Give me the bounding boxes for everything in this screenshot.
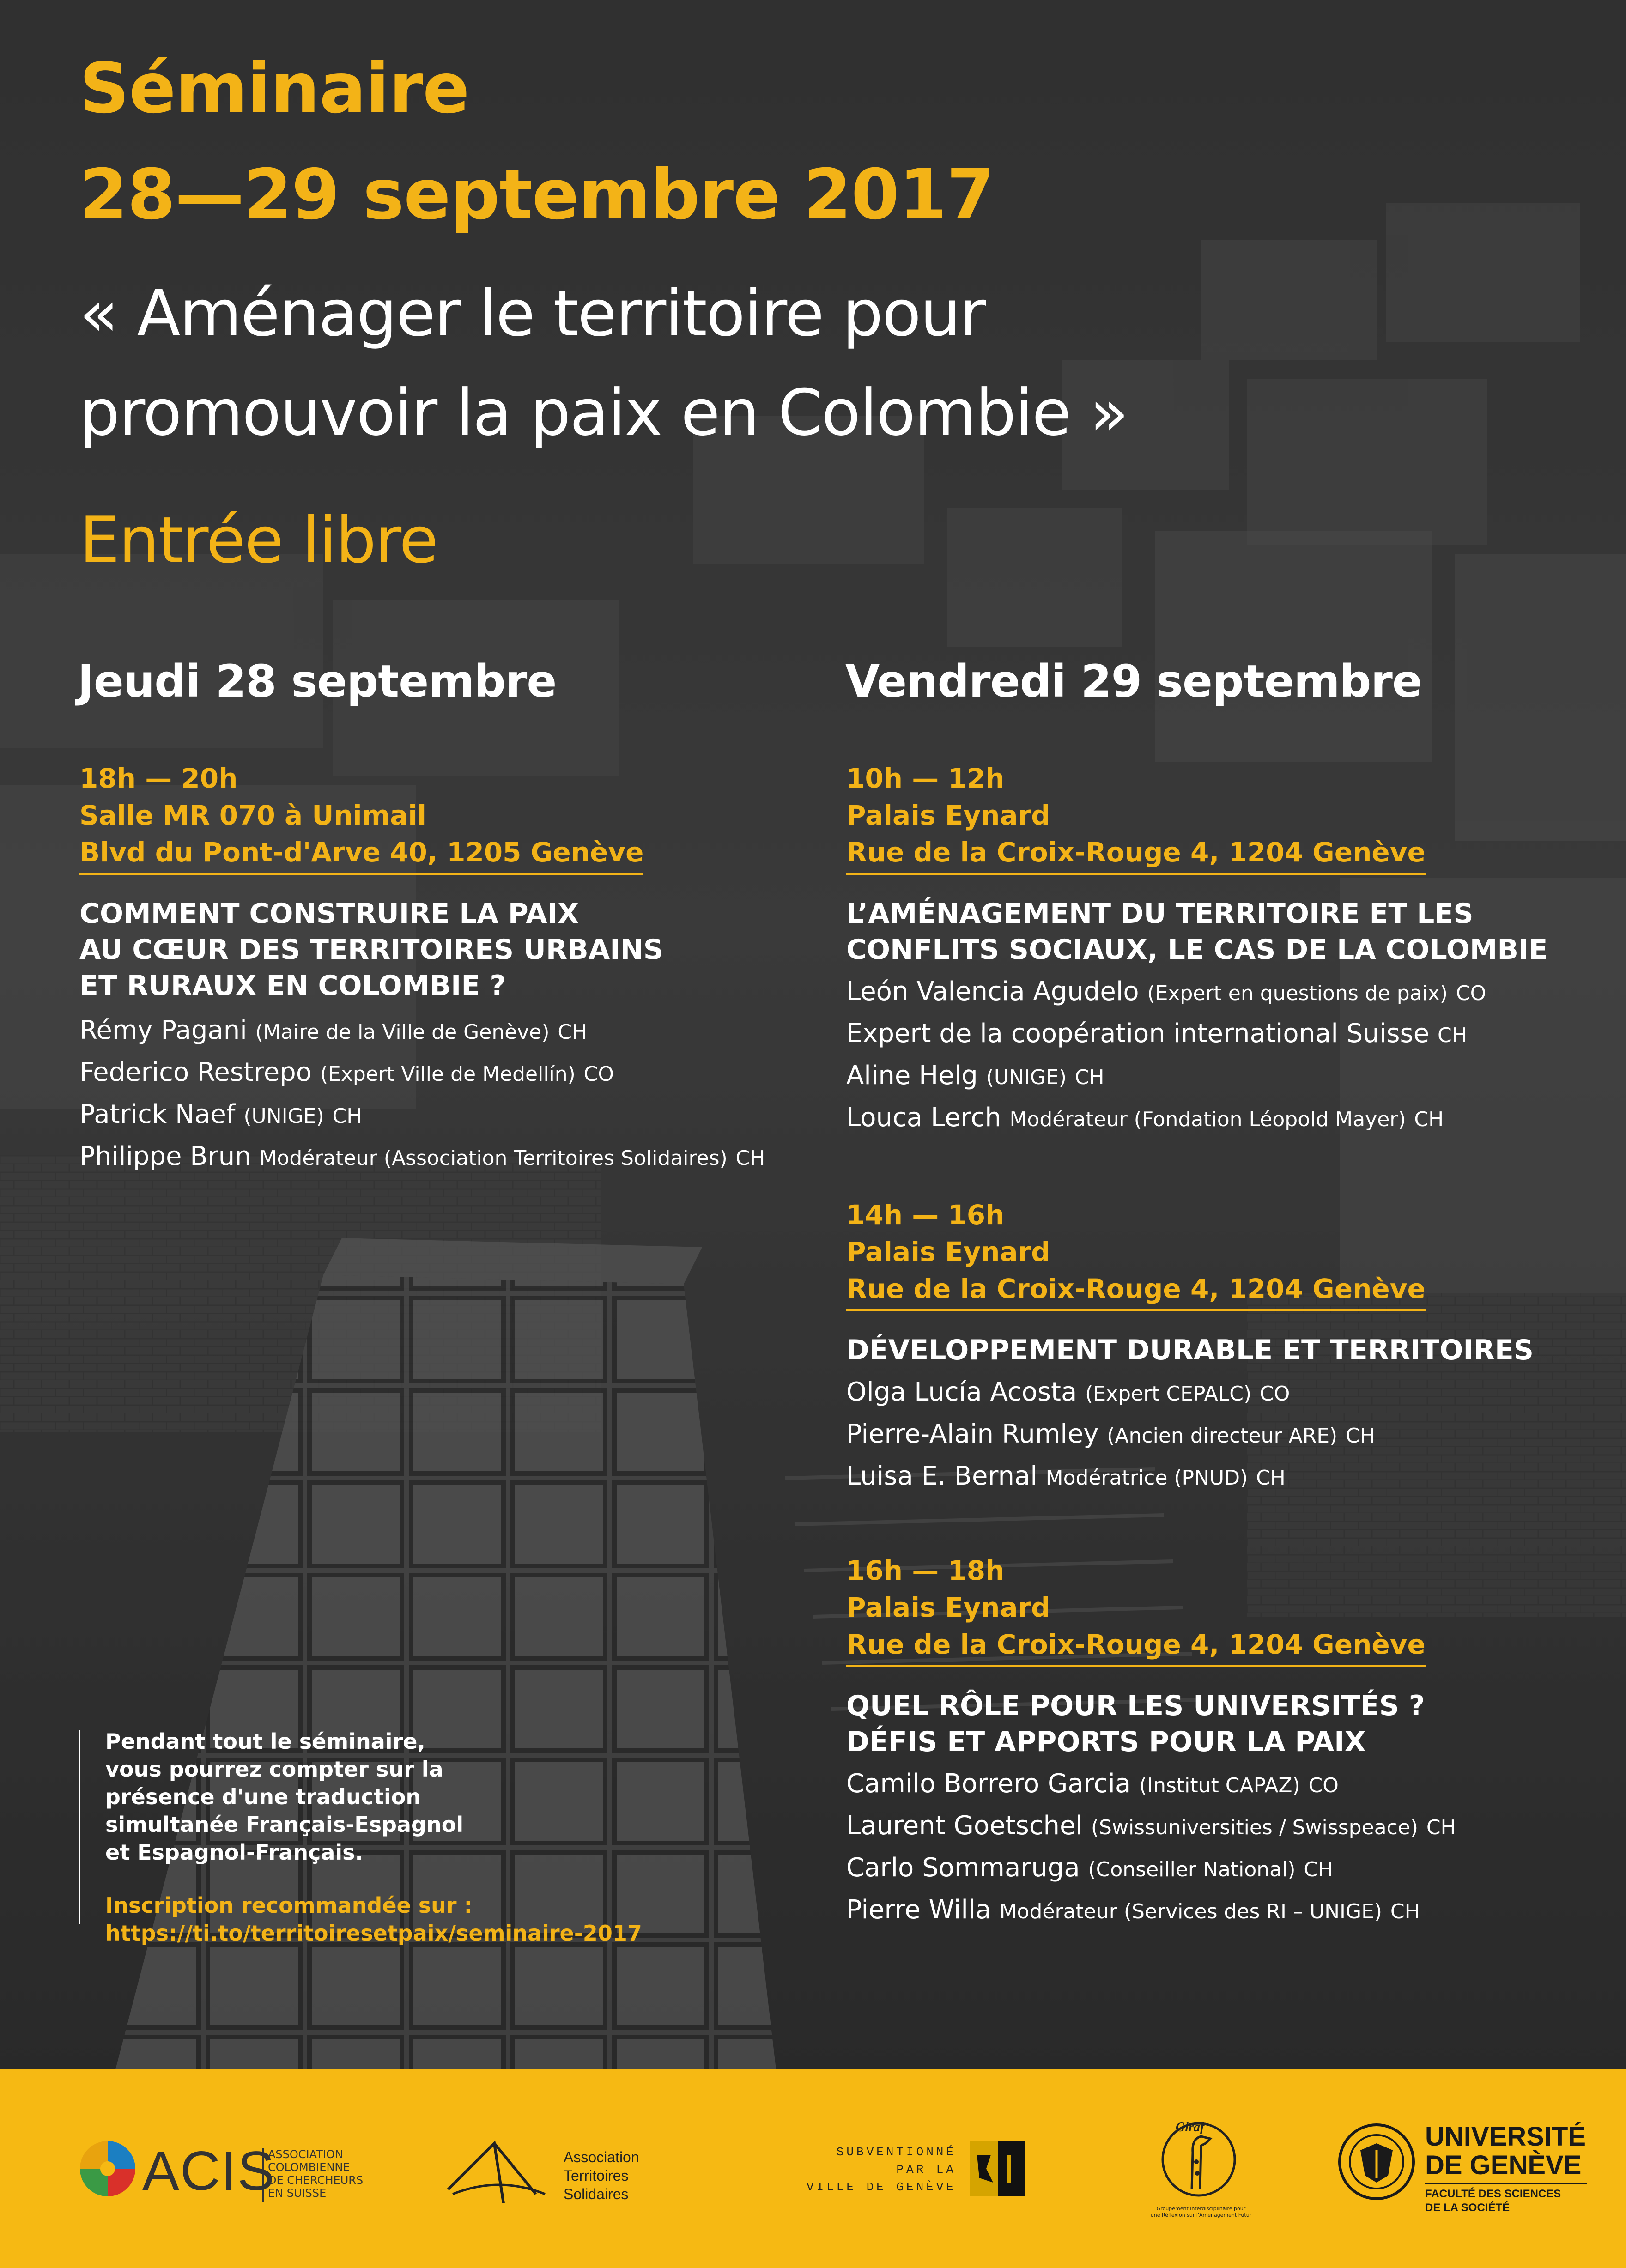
speaker <box>79 1094 772 1136</box>
speaker-name: Federico Restrepo <box>79 1057 312 1087</box>
giraf-logo <box>1132 2120 1270 2259</box>
ville-geneve-logo <box>753 2136 1039 2206</box>
translation-note <box>105 1728 706 1866</box>
day1-heading: Jeudi 28 septembre <box>78 655 557 707</box>
session-topic <box>846 1688 1613 1760</box>
acis-caption-line: ASSOCIATION <box>268 2148 343 2161</box>
inscription <box>105 1892 752 1947</box>
session-time: 18h — 20h <box>79 763 238 794</box>
note-line: vous pourrez compter sur la <box>105 1757 443 1782</box>
giraf-caption <box>1132 2206 1270 2219</box>
speaker-name: Camilo Borrero Garcia <box>846 1769 1131 1799</box>
unige-logo <box>1337 2118 1596 2229</box>
speaker-country: CH <box>1437 1024 1467 1047</box>
day2-heading: Vendredi 29 septembre <box>845 655 1422 707</box>
acis-logo <box>78 2129 364 2208</box>
speaker <box>846 1372 1613 1414</box>
speaker-role: (Conseiller National) <box>1088 1858 1296 1881</box>
note-line: Pendant tout le séminaire, <box>105 1729 425 1754</box>
ville-coat-of-arms-icon <box>965 2136 1030 2201</box>
speaker-role: Modératrice (PNUD) <box>1045 1466 1248 1490</box>
speaker-name: Expert de la coopération international Suisse <box>846 1019 1430 1049</box>
speaker <box>846 1055 1613 1098</box>
subtitle-line1: « Aménager le territoire pour <box>79 276 985 351</box>
inscription-link[interactable]: https://ti.to/territoiresetpaix/seminaire-2017 <box>105 1921 642 1946</box>
note-line: présence d'une traduction <box>105 1784 421 1809</box>
speaker-list <box>846 971 1613 1140</box>
session-topic <box>846 1332 1613 1368</box>
unige-seal-icon <box>1337 2122 1416 2201</box>
ville-caption <box>753 2143 956 2196</box>
session-room: Palais Eynard <box>846 1592 1050 1623</box>
speaker-country: CH <box>1074 1066 1104 1089</box>
speaker-name: Patrick Naef <box>79 1099 236 1129</box>
speaker-name: Pierre Willa <box>846 1895 991 1925</box>
topic-line: COMMENT CONSTRUIRE LA PAIX <box>79 897 579 930</box>
speaker-role: (UNIGE) <box>243 1104 324 1128</box>
acis-caption-line: COLOMBIENNE <box>268 2161 350 2174</box>
acis-caption-line: DE CHERCHEURS <box>268 2174 364 2187</box>
speaker-country: CH <box>332 1104 362 1128</box>
topic-line: QUEL RÔLE POUR LES UNIVERSITÉS ? <box>846 1690 1425 1722</box>
session-address: Blvd du Pont-d'Arve 40, 1205 Genève <box>79 834 643 875</box>
speaker-country: CH <box>558 1020 588 1044</box>
ats-caption-line: Territoires <box>564 2167 629 2184</box>
speaker <box>79 1010 772 1052</box>
speaker-country: CO <box>1456 982 1486 1005</box>
speaker-role: (Expert CEPALC) <box>1085 1382 1252 1406</box>
speaker-country: CH <box>1390 1900 1420 1923</box>
session-address: Rue de la Croix-Rouge 4, 1204 Genève <box>846 1626 1426 1667</box>
speaker-country: CH <box>1426 1816 1456 1839</box>
ville-caption-line: SUBVENTIONNÉ <box>836 2145 956 2159</box>
speaker-name: Luisa E. Bernal <box>846 1461 1037 1491</box>
speaker-country: CO <box>583 1062 614 1086</box>
unige-divider <box>1425 2183 1587 2184</box>
speaker <box>846 1806 1613 1848</box>
speaker-role: (Expert en questions de paix) <box>1147 982 1448 1005</box>
speaker-name: Rémy Pagani <box>79 1015 247 1045</box>
speaker <box>846 1098 1613 1140</box>
speaker <box>846 1764 1613 1806</box>
speaker-name: Carlo Sommaruga <box>846 1853 1080 1883</box>
speaker <box>846 1890 1613 1932</box>
speaker-role: (Expert Ville de Medellín) <box>320 1062 576 1086</box>
speaker <box>846 1456 1613 1498</box>
giraf-caption-line: Groupement interdisciplinaire pour <box>1156 2206 1246 2212</box>
acis-caption-line: EN SUISSE <box>268 2187 327 2200</box>
speaker-list <box>846 1764 1613 1932</box>
speaker-country: CO <box>1260 1382 1290 1406</box>
title-dates: 28—29 septembre 2017 <box>79 155 995 235</box>
speaker-role: Modérateur (Fondation Léopold Mayer) <box>1009 1108 1406 1131</box>
topic-line: L’AMÉNAGEMENT DU TERRITOIRE ET LES <box>846 897 1474 930</box>
topic-line: ET RURAUX EN COLOMBIE ? <box>79 970 506 1002</box>
unige-faculty <box>1425 2187 1561 2215</box>
unige-faculty-line: DE LA SOCIÉTÉ <box>1425 2201 1510 2214</box>
speaker-country: CO <box>1308 1774 1339 1797</box>
speaker <box>79 1136 772 1178</box>
speaker <box>846 1414 1613 1456</box>
giraf-name: Giraf <box>1176 2120 1205 2135</box>
subtitle-line2: promouvoir la paix en Colombie » <box>79 376 1128 450</box>
speaker-country: CH <box>1304 1858 1334 1881</box>
note-line: simultanée Français-Espagnol <box>105 1812 464 1837</box>
topic-line: DÉFIS ET APPORTS POUR LA PAIX <box>846 1726 1366 1758</box>
day2-session-1 <box>846 760 1613 1140</box>
speaker-role: Modérateur (Services des RI – UNIGE) <box>999 1900 1383 1923</box>
speaker-role: (UNIGE) <box>986 1066 1067 1089</box>
session-address: Rue de la Croix-Rouge 4, 1204 Genève <box>846 1270 1426 1311</box>
ats-caption-line: Association <box>564 2149 639 2165</box>
speaker-name: Aline Helg <box>846 1061 978 1091</box>
ville-caption-line: PAR LA <box>896 2163 956 2177</box>
unige-name-line: UNIVERSITÉ <box>1425 2122 1586 2152</box>
session-time: 10h — 12h <box>846 763 1005 794</box>
ats-caption-line: Solidaires <box>564 2186 629 2202</box>
session-room: Palais Eynard <box>846 1236 1050 1267</box>
acis-name: ACIS <box>142 2140 276 2202</box>
entree-libre: Entrée libre <box>79 503 438 577</box>
speaker-role: (Maire de la Ville de Genève) <box>255 1020 550 1044</box>
session-room: Palais Eynard <box>846 800 1050 831</box>
speaker-country: CH <box>1256 1466 1286 1490</box>
speaker-name: Pierre-Alain Rumley <box>846 1419 1099 1449</box>
speaker-country: CH <box>735 1146 765 1170</box>
unige-faculty-line: FACULTÉ DES SCIENCES <box>1425 2188 1561 2200</box>
session-time: 14h — 16h <box>846 1199 1005 1231</box>
speaker-role: Modérateur (Association Territoires Solidaires) <box>259 1146 728 1170</box>
speaker <box>846 971 1613 1013</box>
topic-line: AU CŒUR DES TERRITOIRES URBAINS <box>79 934 663 966</box>
speaker-country: CH <box>1414 1108 1444 1131</box>
acis-caption <box>268 2148 363 2200</box>
topic-line: DÉVELOPPEMENT DURABLE ET TERRITOIRES <box>846 1334 1534 1366</box>
speaker <box>846 1013 1613 1055</box>
note-line: et Espagnol-Français. <box>105 1840 363 1865</box>
day2-session-2 <box>846 1196 1613 1498</box>
giraf-caption-line: une Réflexion sur l'Aménagement Futur <box>1150 2212 1252 2218</box>
note-divider <box>79 1730 80 1924</box>
topic-line: CONFLITS SOCIAUX, LE CAS DE LA COLOMBIE <box>846 934 1548 966</box>
unige-name <box>1425 2122 1586 2180</box>
speaker-role: (Ancien directeur ARE) <box>1107 1424 1338 1448</box>
session-room: Salle MR 070 à Unimail <box>79 800 426 831</box>
speaker-name: Louca Lerch <box>846 1103 1001 1133</box>
session-address: Rue de la Croix-Rouge 4, 1204 Genève <box>846 834 1426 875</box>
title-seminaire: Séminaire <box>79 49 469 129</box>
unige-name-line: DE GENÈVE <box>1425 2150 1582 2180</box>
speaker-list <box>846 1372 1613 1498</box>
ats-caption <box>564 2148 639 2203</box>
ats-roof-icon <box>443 2139 550 2203</box>
speaker-name: Olga Lucía Acosta <box>846 1377 1077 1407</box>
day2-session-3 <box>846 1552 1613 1932</box>
speaker-name: Philippe Brun <box>79 1141 251 1171</box>
speaker-list <box>79 1010 772 1178</box>
day1-session-1 <box>79 760 772 1178</box>
inscription-label: Inscription recommandée sur : <box>105 1893 473 1918</box>
speaker <box>79 1052 772 1094</box>
speaker-role: (Institut CAPAZ) <box>1139 1774 1300 1797</box>
speaker-country: CH <box>1346 1424 1375 1448</box>
speaker-name: Laurent Goetschel <box>846 1811 1083 1841</box>
speaker <box>846 1848 1613 1890</box>
acis-emblem-icon <box>78 2139 138 2199</box>
speaker-role: (Swissuniversities / Swisspeace) <box>1091 1816 1419 1839</box>
session-time: 16h — 18h <box>846 1555 1005 1586</box>
ville-caption-line: VILLE DE GENÈVE <box>806 2180 956 2194</box>
footer-logos <box>0 2069 1626 2268</box>
ats-logo <box>443 2129 702 2208</box>
session-topic <box>846 896 1613 968</box>
session-topic <box>79 896 772 1004</box>
acis-divider <box>262 2148 264 2202</box>
speaker-name: León Valencia Agudelo <box>846 976 1139 1007</box>
